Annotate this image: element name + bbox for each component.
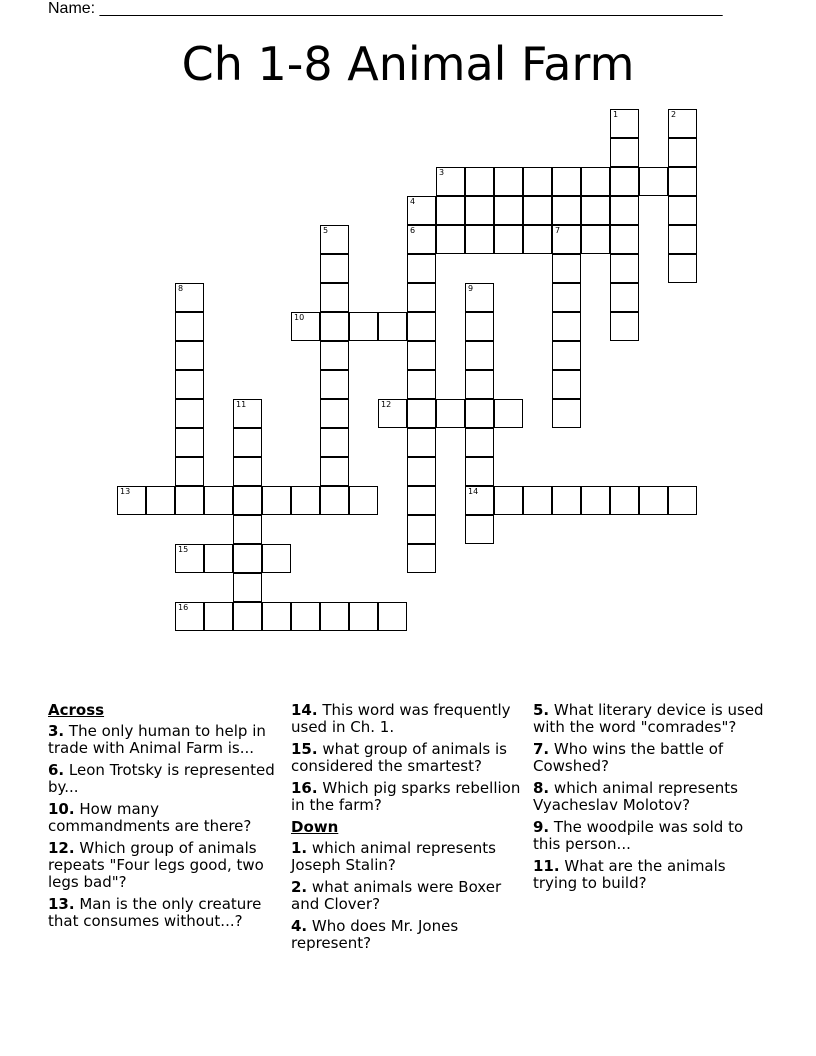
grid-cell[interactable] <box>320 341 349 370</box>
grid-cell[interactable] <box>407 254 436 283</box>
grid-cell[interactable] <box>378 399 407 428</box>
grid-cell[interactable] <box>233 544 262 573</box>
clue-text: Which group of animals repeats "Four legs good, two legs bad"? <box>48 839 264 891</box>
page-title: Ch 1-8 Animal Farm <box>181 37 635 91</box>
grid-cell[interactable] <box>465 225 494 254</box>
grid-cell[interactable] <box>668 109 697 138</box>
grid-cell[interactable] <box>407 370 436 399</box>
clue-down-4 <box>291 918 523 952</box>
grid-cell[interactable] <box>523 196 552 225</box>
cell-number: 15 <box>178 545 189 554</box>
grid-cell[interactable] <box>552 254 581 283</box>
grid-cell[interactable] <box>523 486 552 515</box>
clues-column-1 <box>48 702 280 935</box>
clue-text: what animals were Boxer and Clover? <box>291 878 502 913</box>
grid-cell[interactable] <box>668 225 697 254</box>
clue-down-8 <box>533 780 765 814</box>
grid-cell[interactable] <box>320 283 349 312</box>
grid-cell[interactable] <box>465 399 494 428</box>
cell-number: 12 <box>381 400 392 409</box>
clue-number: 2. <box>291 878 308 896</box>
grid-cell[interactable] <box>610 167 639 196</box>
grid-cell[interactable] <box>407 544 436 573</box>
clue-across-12 <box>48 840 280 891</box>
down-heading: Down <box>291 818 339 836</box>
grid-cell[interactable] <box>494 399 523 428</box>
grid-cell[interactable] <box>581 167 610 196</box>
grid-cell[interactable] <box>291 486 320 515</box>
grid-cell[interactable] <box>581 225 610 254</box>
clue-across-3 <box>48 723 280 757</box>
clue-text: What are the animals trying to build? <box>533 857 726 892</box>
cell-number: 11 <box>236 400 247 409</box>
grid-cell[interactable] <box>175 312 204 341</box>
cell-number: 1 <box>613 110 619 119</box>
grid-cell[interactable] <box>639 167 668 196</box>
grid-cell[interactable] <box>320 457 349 486</box>
grid-cell[interactable] <box>320 602 349 631</box>
grid-cell[interactable] <box>465 428 494 457</box>
grid-cell[interactable] <box>320 486 349 515</box>
clue-number: 6. <box>48 761 65 779</box>
grid-cell[interactable] <box>465 370 494 399</box>
clue-text: Who does Mr. Jones represent? <box>291 917 459 952</box>
grid-cell[interactable] <box>262 544 291 573</box>
grid-cell[interactable] <box>233 486 262 515</box>
grid-cell[interactable] <box>494 486 523 515</box>
clue-number: 7. <box>533 740 550 758</box>
grid-cell[interactable] <box>407 341 436 370</box>
grid-cell[interactable] <box>407 486 436 515</box>
grid-cell[interactable] <box>175 544 204 573</box>
grid-cell[interactable] <box>552 399 581 428</box>
grid-cell[interactable] <box>233 399 262 428</box>
clue-text: This word was frequently used in Ch. 1. <box>291 701 511 736</box>
clue-text: which animal represents Vyacheslav Molotov? <box>533 779 738 814</box>
grid-cell[interactable] <box>349 312 378 341</box>
grid-cell[interactable] <box>175 399 204 428</box>
cell-number: 10 <box>294 313 305 322</box>
grid-cell[interactable] <box>668 138 697 167</box>
grid-cell[interactable] <box>523 167 552 196</box>
clue-number: 8. <box>533 779 550 797</box>
clue-text: What literary device is used with the word "comrades"? <box>533 701 764 736</box>
grid-cell[interactable] <box>204 544 233 573</box>
clue-number: 15. <box>291 740 318 758</box>
clue-text: Leon Trotsky is represented by... <box>48 761 275 796</box>
grid-cell[interactable] <box>175 428 204 457</box>
grid-cell[interactable] <box>465 196 494 225</box>
grid-cell[interactable] <box>175 602 204 631</box>
grid-cell[interactable] <box>320 254 349 283</box>
grid-cell[interactable] <box>204 602 233 631</box>
grid-cell[interactable] <box>610 138 639 167</box>
grid-cell[interactable] <box>320 399 349 428</box>
cell-number: 6 <box>410 226 416 235</box>
grid-cell[interactable] <box>668 486 697 515</box>
grid-cell[interactable] <box>407 283 436 312</box>
clues-column-3 <box>533 702 765 897</box>
grid-cell[interactable] <box>610 486 639 515</box>
clue-number: 4. <box>291 917 308 935</box>
name-line: Name: ______________________________________________________________________ <box>48 0 723 17</box>
grid-cell[interactable] <box>552 312 581 341</box>
clue-number: 16. <box>291 779 318 797</box>
clue-across-13 <box>48 896 280 930</box>
grid-cell[interactable] <box>552 167 581 196</box>
grid-cell[interactable] <box>407 399 436 428</box>
grid-cell[interactable] <box>552 341 581 370</box>
clue-number: 9. <box>533 818 550 836</box>
grid-cell[interactable] <box>175 370 204 399</box>
grid-cell[interactable] <box>465 167 494 196</box>
clue-across-6 <box>48 762 280 796</box>
clue-across-14 <box>291 702 523 736</box>
grid-cell[interactable] <box>175 486 204 515</box>
grid-cell[interactable] <box>349 486 378 515</box>
grid-cell[interactable] <box>465 341 494 370</box>
clue-text: The only human to help in trade with Animal Farm is... <box>48 722 266 757</box>
grid-cell[interactable] <box>407 196 436 225</box>
clue-text: Who wins the battle of Cowshed? <box>533 740 724 775</box>
grid-cell[interactable] <box>291 312 320 341</box>
grid-cell[interactable] <box>436 196 465 225</box>
cell-number: 13 <box>120 487 131 496</box>
clue-text: which animal represents Joseph Stalin? <box>291 839 496 874</box>
clue-across-15 <box>291 741 523 775</box>
clue-number: 14. <box>291 701 318 719</box>
grid-cell[interactable] <box>233 602 262 631</box>
grid-cell[interactable] <box>552 225 581 254</box>
grid-cell[interactable] <box>668 254 697 283</box>
cell-number: 3 <box>439 168 445 177</box>
clue-text: How many commandments are there? <box>48 800 252 835</box>
grid-cell[interactable] <box>610 196 639 225</box>
clue-down-5 <box>533 702 765 736</box>
grid-cell[interactable] <box>233 457 262 486</box>
grid-cell[interactable] <box>465 486 494 515</box>
grid-cell[interactable] <box>407 515 436 544</box>
grid-cell[interactable] <box>204 486 233 515</box>
grid-cell[interactable] <box>552 283 581 312</box>
grid-cell[interactable] <box>407 225 436 254</box>
grid-cell[interactable] <box>320 312 349 341</box>
clue-text: Man is the only creature that consumes without...? <box>48 895 262 930</box>
clue-down-7 <box>533 741 765 775</box>
grid-cell[interactable] <box>581 196 610 225</box>
clue-number: 13. <box>48 895 75 913</box>
clue-down-2 <box>291 879 523 913</box>
grid-cell[interactable] <box>233 573 262 602</box>
clues-column-2 <box>291 702 523 957</box>
clue-number: 10. <box>48 800 75 818</box>
grid-cell[interactable] <box>494 167 523 196</box>
clue-number: 3. <box>48 722 65 740</box>
grid-cell[interactable] <box>465 515 494 544</box>
grid-cell[interactable] <box>233 428 262 457</box>
clue-number: 11. <box>533 857 560 875</box>
grid-cell[interactable] <box>378 602 407 631</box>
grid-cell[interactable] <box>610 225 639 254</box>
grid-cell[interactable] <box>639 486 668 515</box>
clue-number: 1. <box>291 839 308 857</box>
clue-number: 5. <box>533 701 550 719</box>
grid-cell[interactable] <box>407 428 436 457</box>
grid-cell[interactable] <box>320 428 349 457</box>
grid-cell[interactable] <box>465 457 494 486</box>
grid-cell[interactable] <box>465 312 494 341</box>
clue-across-10 <box>48 801 280 835</box>
grid-cell[interactable] <box>610 109 639 138</box>
cell-number: 8 <box>178 284 184 293</box>
grid-cell[interactable] <box>494 196 523 225</box>
clue-down-1 <box>291 840 523 874</box>
grid-cell[interactable] <box>436 399 465 428</box>
grid-cell[interactable] <box>552 486 581 515</box>
grid-cell[interactable] <box>523 225 552 254</box>
grid-cell[interactable] <box>581 486 610 515</box>
grid-cell[interactable] <box>407 457 436 486</box>
grid-cell[interactable] <box>407 312 436 341</box>
cell-number: 14 <box>468 487 479 496</box>
grid-cell[interactable] <box>552 196 581 225</box>
grid-cell[interactable] <box>378 312 407 341</box>
cell-number: 2 <box>671 110 677 119</box>
clue-across-16 <box>291 780 523 814</box>
grid-cell[interactable] <box>668 167 697 196</box>
clue-down-11 <box>533 858 765 892</box>
clue-number: 12. <box>48 839 75 857</box>
grid-cell[interactable] <box>233 515 262 544</box>
grid-cell[interactable] <box>262 486 291 515</box>
clue-text: Which pig sparks rebellion in the farm? <box>291 779 521 814</box>
grid-cell[interactable] <box>494 225 523 254</box>
cell-number: 7 <box>555 226 561 235</box>
clue-down-9 <box>533 819 765 853</box>
grid-cell[interactable] <box>436 167 465 196</box>
grid-cell[interactable] <box>320 370 349 399</box>
grid-cell[interactable] <box>465 283 494 312</box>
grid-cell[interactable] <box>436 225 465 254</box>
grid-cell[interactable] <box>552 370 581 399</box>
grid-cell[interactable] <box>610 254 639 283</box>
grid-cell[interactable] <box>291 602 320 631</box>
cell-number: 16 <box>178 603 189 612</box>
grid-cell[interactable] <box>175 457 204 486</box>
across-heading: Across <box>48 701 105 719</box>
cell-number: 4 <box>410 197 416 206</box>
grid-cell[interactable] <box>146 486 175 515</box>
grid-cell[interactable] <box>610 312 639 341</box>
grid-cell[interactable] <box>117 486 146 515</box>
grid-cell[interactable] <box>175 283 204 312</box>
grid-cell[interactable] <box>262 602 291 631</box>
grid-cell[interactable] <box>175 341 204 370</box>
cell-number: 5 <box>323 226 329 235</box>
grid-cell[interactable] <box>320 225 349 254</box>
clue-text: what group of animals is considered the smartest? <box>291 740 507 775</box>
grid-cell[interactable] <box>349 602 378 631</box>
grid-cell[interactable] <box>610 283 639 312</box>
clue-text: The woodpile was sold to this person... <box>533 818 744 853</box>
cell-number: 9 <box>468 284 474 293</box>
grid-cell[interactable] <box>668 196 697 225</box>
